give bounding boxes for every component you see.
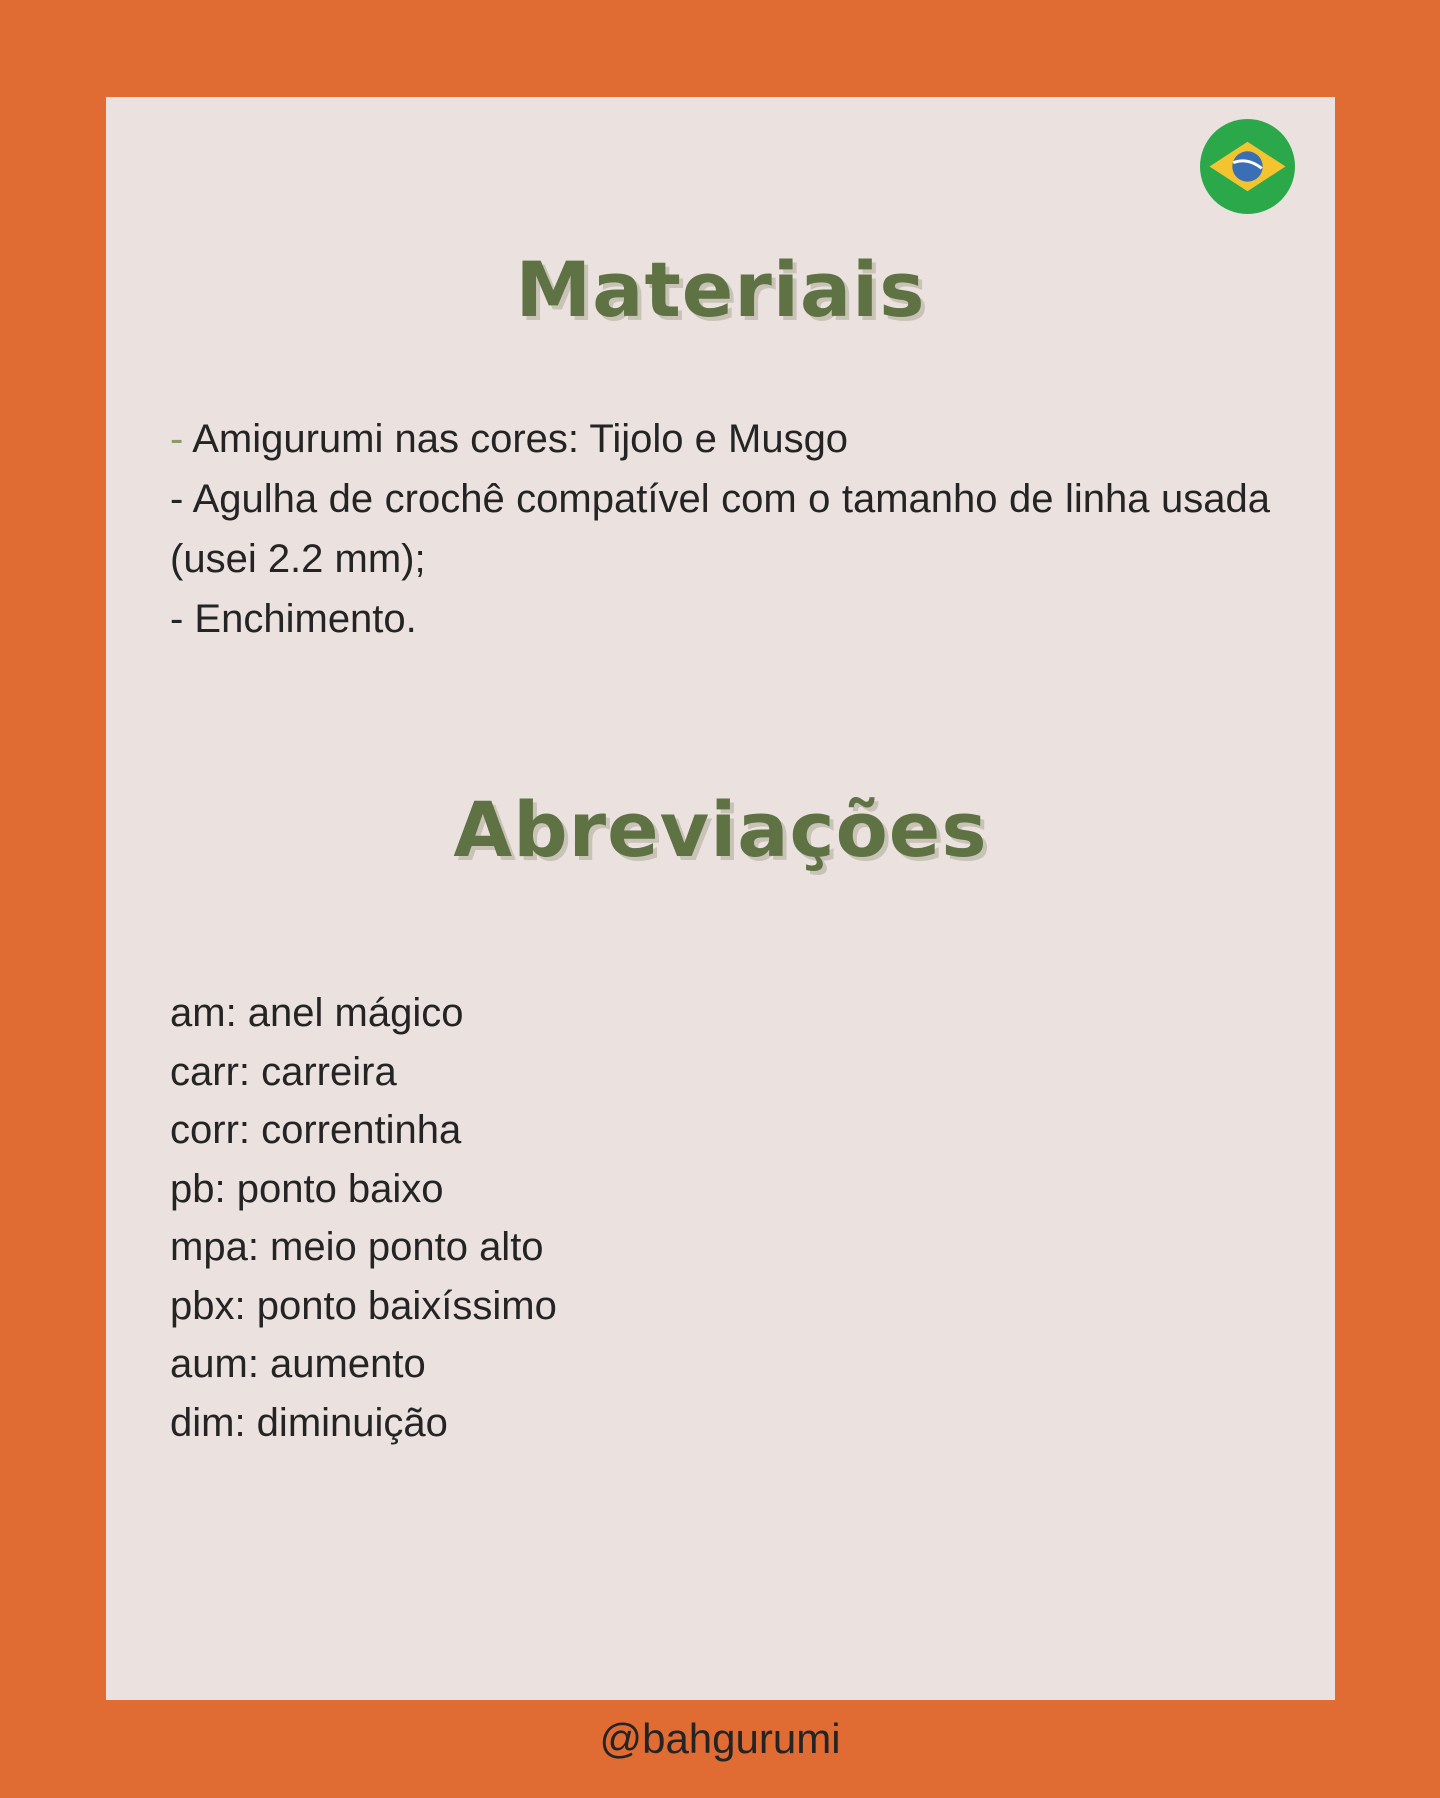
abbreviation-item: mpa: meio ponto alto	[170, 1225, 544, 1269]
abbreviation-item: pbx: ponto baixíssimo	[170, 1283, 557, 1328]
abbreviation-item: corr: correntinha	[170, 1108, 462, 1152]
material-item: - Enchimento.	[170, 597, 417, 641]
abbreviation-item: aum: aumento	[170, 1342, 426, 1386]
list-dash: -	[170, 417, 184, 461]
instagram-handle: @bahgurumi	[599, 1715, 841, 1762]
brazil-flag-icon	[1200, 119, 1295, 214]
material-item	[170, 409, 1270, 469]
abbreviation-item: carr: carreira	[170, 1049, 397, 1094]
materials-list	[170, 409, 1270, 649]
abbreviation-item: dim: diminuição	[170, 1400, 448, 1445]
abreviacoes-title: Abreviações	[453, 785, 988, 874]
material-item: - Agulha de crochê compatível com o tamanho de linha usada (usei 2.2 mm);	[170, 477, 1270, 581]
material-item-text: Amigurumi nas cores: Tijolo e Musgo	[183, 417, 849, 461]
abbreviations-list	[170, 984, 557, 1452]
materiais-title: Materiais	[515, 245, 926, 334]
abbreviation-item: pb: ponto baixo	[170, 1166, 444, 1211]
content-card	[106, 97, 1335, 1700]
abbreviation-item: am: anel mágico	[170, 991, 464, 1035]
